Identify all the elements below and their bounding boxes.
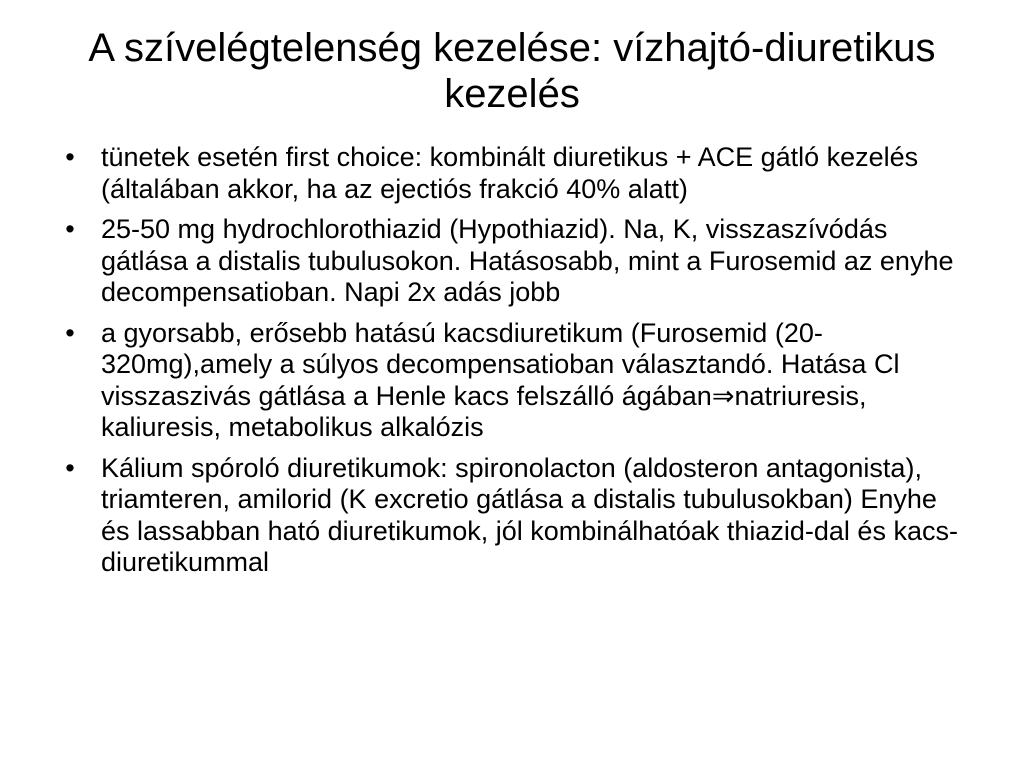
- bullet-icon: •: [65, 214, 75, 244]
- bullet-icon: •: [65, 317, 75, 348]
- bullet-text: Kálium spóroló diuretikumok: spironolacton (aldosteron antagonista), triamteren, amilorid (K excretio gátlása a distalis tubulusokban) Enyhe és lassabban ható diuretikumok, jól kombinálhatóak thiazid-dal és kacs-diuretikummal: [101, 452, 958, 577]
- bullet-text: a gyorsabb, erősebb hatású kacsdiuretikum (Furosemid (20-320mg),amely a súlyos decompensatioban választandó. Hatása Cl visszaszivás gátlása a Henle kacs felszálló ágában⇒natriuresis, kaliuresis, metabolikus alkalózis: [101, 317, 900, 442]
- bullet-icon: •: [65, 142, 75, 172]
- list-item: [60, 453, 960, 579]
- bullet-text: 25-50 mg hydrochlorothiazid (Hypothiazid). Na, K, visszaszívódás gátlása a distalis tubulusokon. Hatásosabb, mint a Furosemid az enyhe decompensatioban. Napi 2x adás jobb: [101, 214, 954, 307]
- bullet-icon: •: [65, 452, 75, 483]
- bullet-text: tünetek esetén first choice: kombinált diuretikus + ACE gátló kezelés (általában akkor, ha az ejectiós frakció 40% alatt): [101, 142, 919, 204]
- list-item: [60, 318, 960, 444]
- slide-title: A szívelégtelenség kezelése: vízhajtó-diuretikus kezelés: [88, 26, 936, 116]
- list-item: [60, 214, 960, 309]
- bullet-list: [60, 142, 960, 588]
- list-item: [60, 142, 960, 205]
